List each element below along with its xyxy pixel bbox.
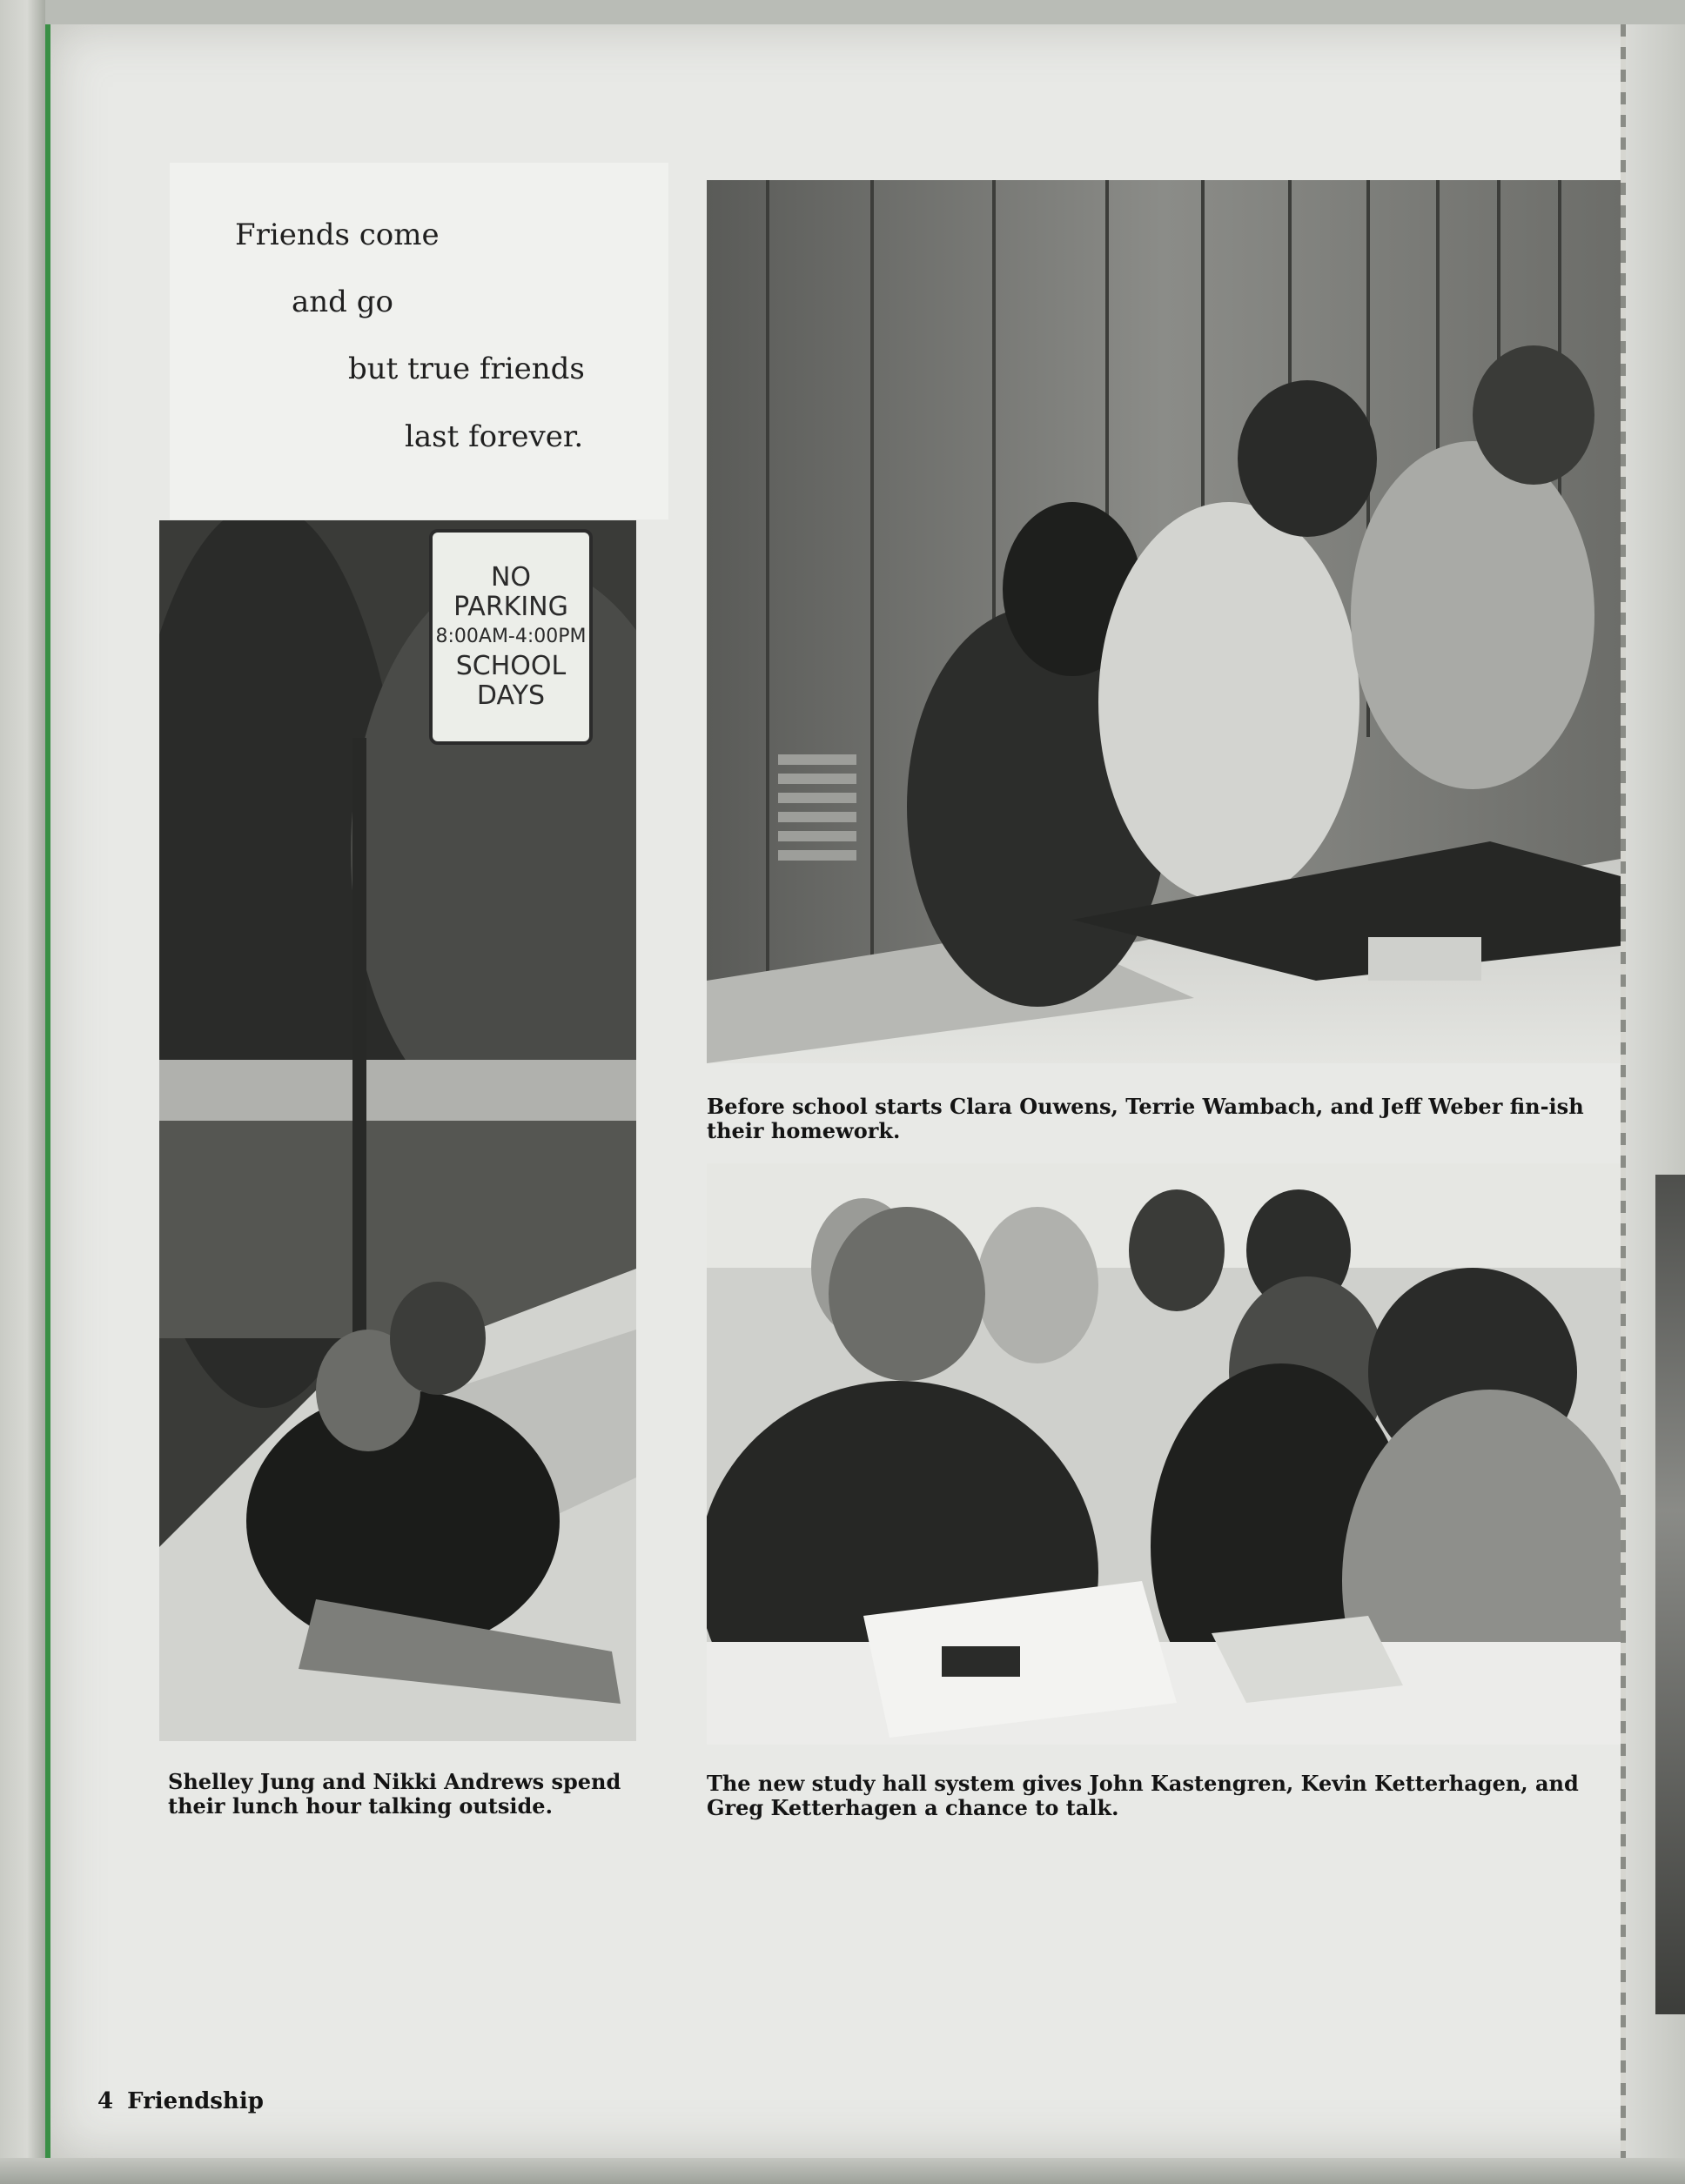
sign-line-3: 8:00AM-4:00PM	[435, 626, 587, 647]
study-hall-image	[707, 1163, 1621, 1745]
folio	[97, 2088, 278, 2114]
sign-line-2: PARKING	[453, 592, 568, 622]
quote-line-4: last forever.	[405, 419, 584, 454]
caption-lockers: Before school starts Clara Ouwens, Terrie Wambach, and Jeff Weber fin-ish their homework.	[707, 1094, 1584, 1143]
quote-line-2: and go	[292, 285, 393, 319]
photo-parking	[159, 520, 636, 1741]
quote-line-1: Friends come	[235, 218, 440, 252]
caption-parking: Shelley Jung and Nikki Andrews spend their lunch hour talking outside.	[168, 1769, 621, 1819]
lockers-image	[707, 180, 1621, 1063]
facing-page-photo	[1655, 1175, 1685, 2014]
sign-line-4: SCHOOL	[455, 651, 567, 681]
photo-study-hall	[707, 1163, 1621, 1745]
caption-study-hall: The new study hall system gives John Kastengren, Kevin Ketterhagen, and Greg Ketterhagen a chance to talk.	[707, 1771, 1579, 1820]
no-parking-sign	[429, 529, 593, 745]
quote-line-3: but true friends	[348, 352, 585, 386]
section-title: Friendship	[127, 2088, 264, 2114]
photo-lockers	[707, 180, 1621, 1063]
quote-panel	[170, 163, 668, 519]
sign-line-5: DAYS	[476, 680, 546, 711]
page-edge-left	[0, 0, 45, 2184]
page-edge-bottom	[0, 2158, 1685, 2184]
binding-spine	[1621, 24, 1626, 2158]
sign-line-1: NO	[490, 562, 532, 593]
page-number: 4	[97, 2088, 114, 2114]
